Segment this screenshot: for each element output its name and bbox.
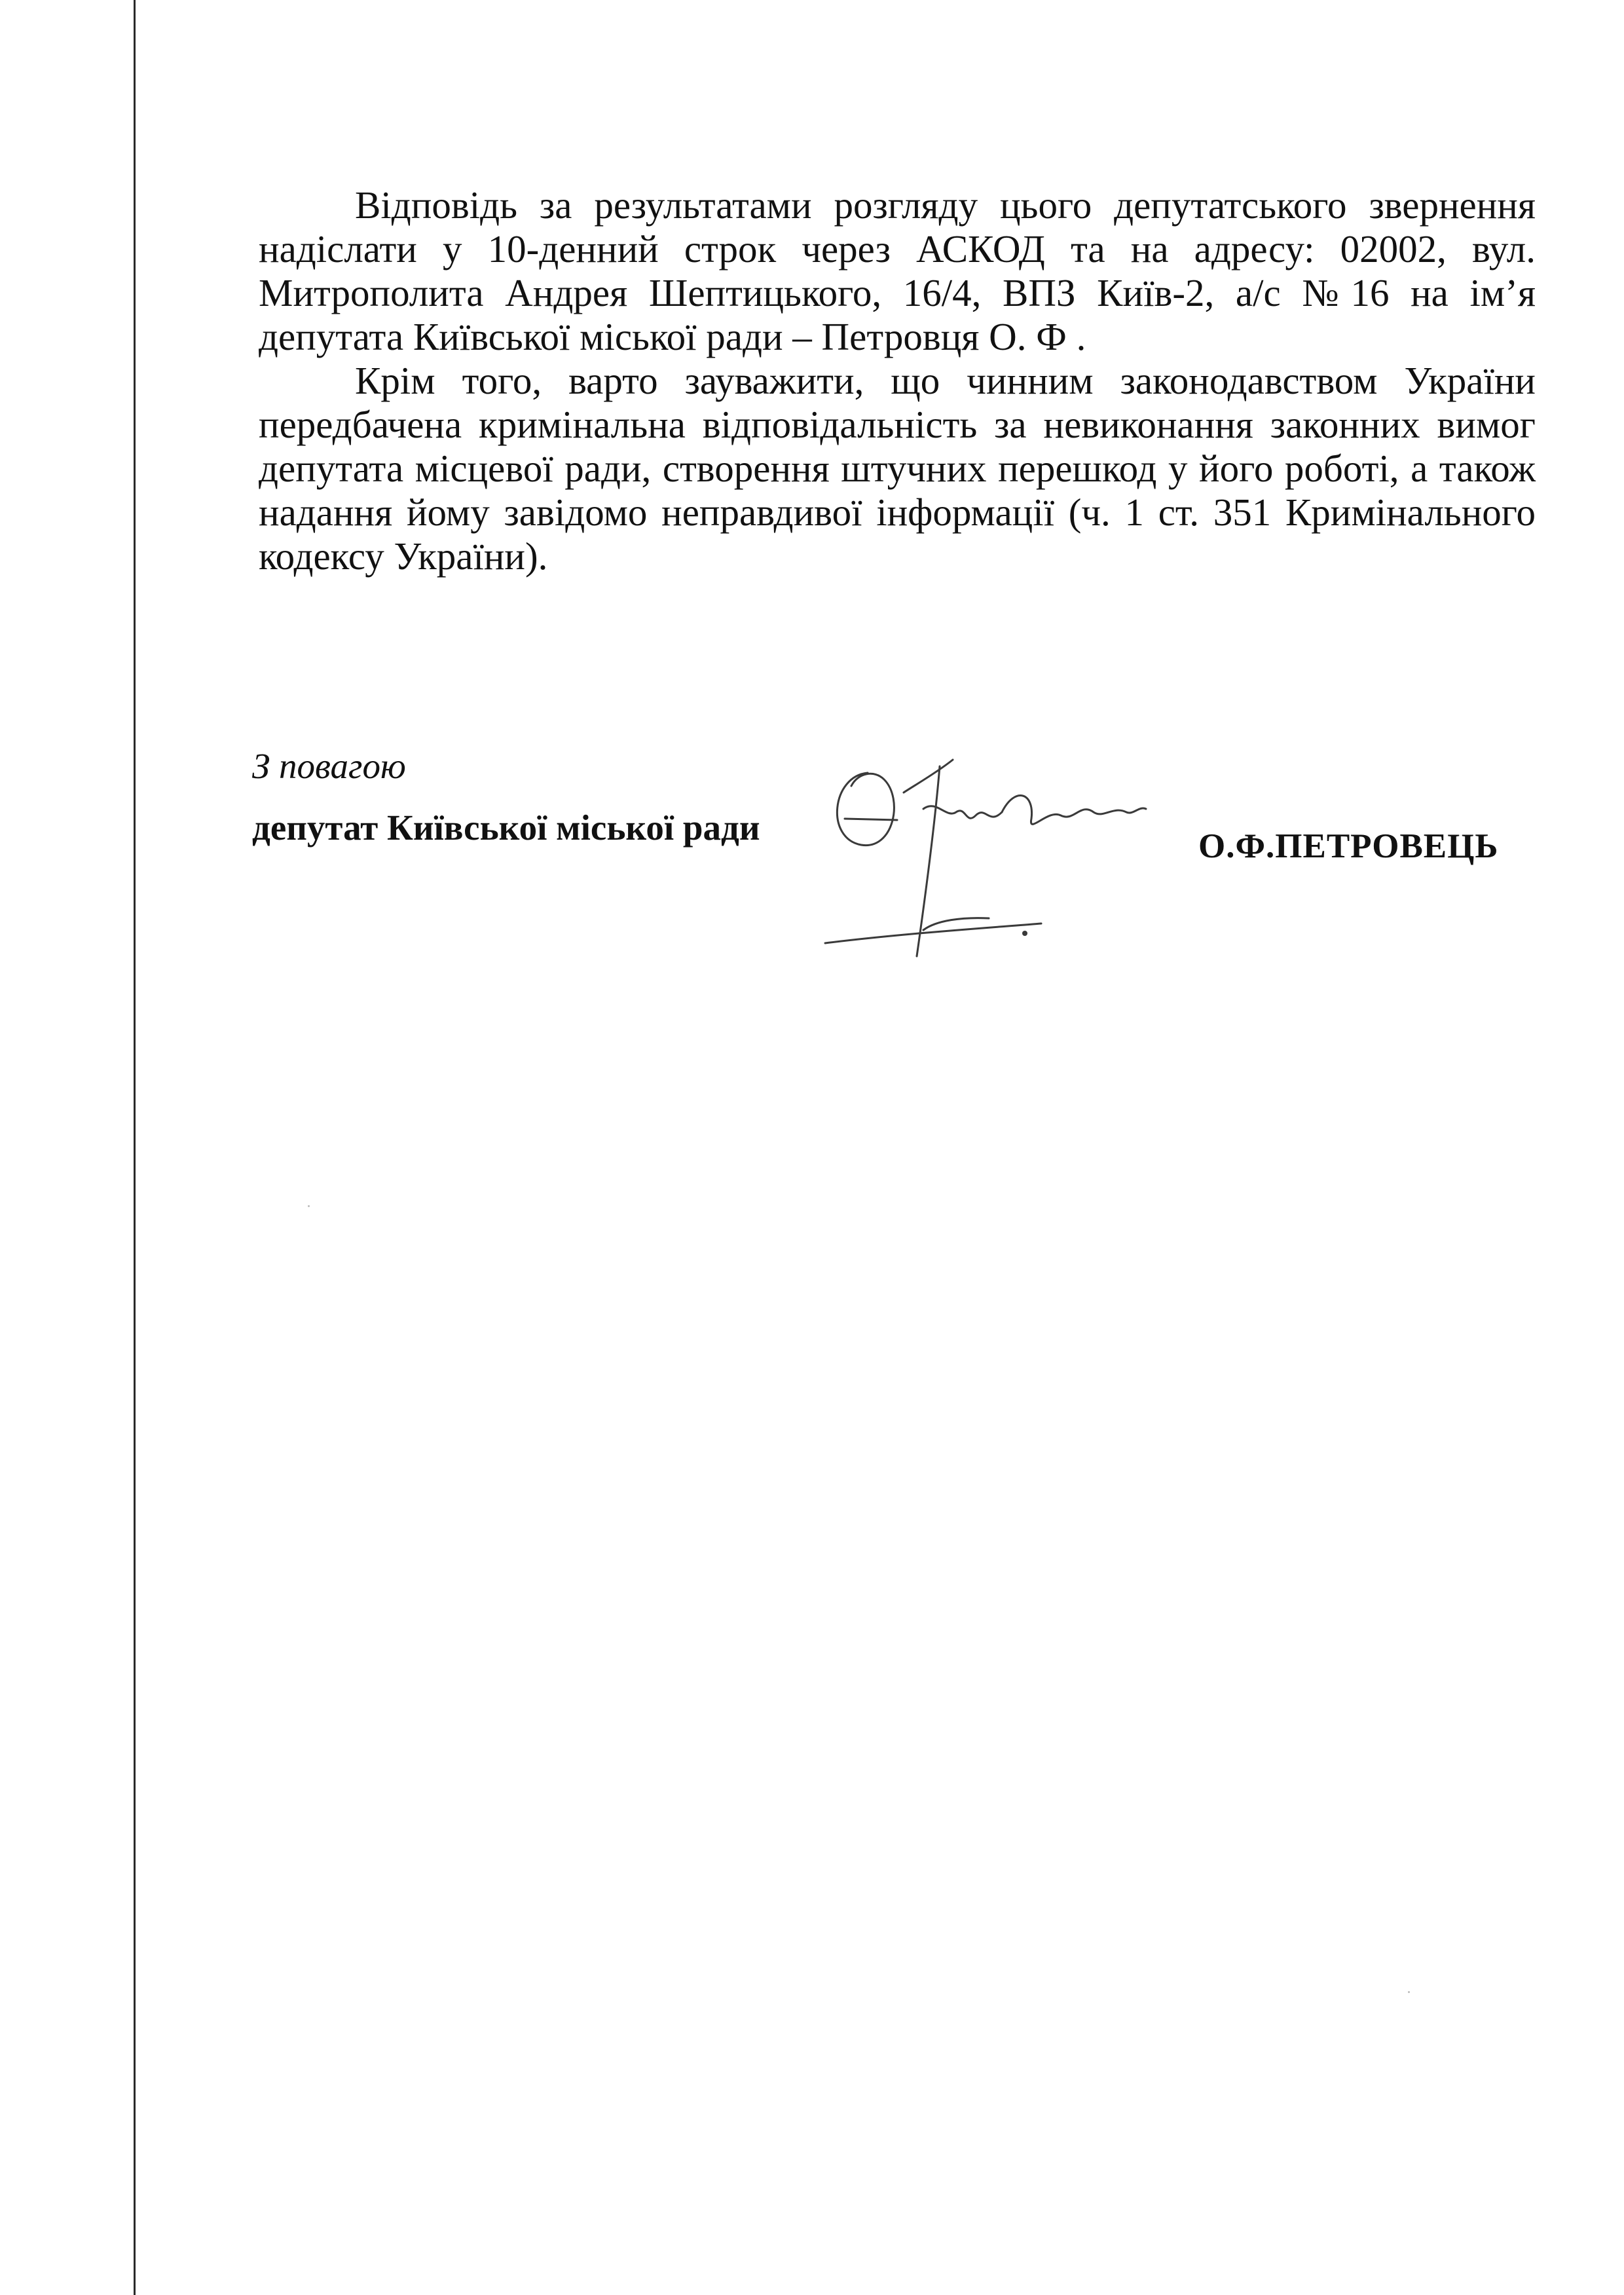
signer-name: О.Ф.ПЕТРОВЕЦЬ [1198, 827, 1499, 865]
letter-body [259, 183, 1536, 578]
closing-phrase: З повагою [252, 746, 406, 786]
scan-left-edge-line [134, 0, 136, 2295]
paragraph-response-request: Відповідь за результатами розгляду цього депутатського звернення надіслати у 10-денний строк через АСКОД та на адресу: 02002, вул. Митрополита Андрея Шептицького, 16/4, ВПЗ Київ-2, а/с №16 на ім’я депутата Київської міської ради – Петровця О. Ф . [259, 183, 1536, 358]
signer-title: депутат Київської міської ради [252, 808, 760, 848]
paragraph-criminal-liability: Крім того, варто зауважити, що чинним законодавством України передбачена кримінальна відповідальність за невиконання законних вимог депутата місцевої ради, створення штучних перешкод у його роботі, а також надання йому завідомо неправдивої інформації (ч. 1 ст. 351 Кримінального кодексу України). [259, 359, 1536, 578]
scan-speck [1408, 1991, 1410, 1993]
scan-speck [308, 1205, 310, 1207]
handwritten-signature [805, 747, 1198, 969]
